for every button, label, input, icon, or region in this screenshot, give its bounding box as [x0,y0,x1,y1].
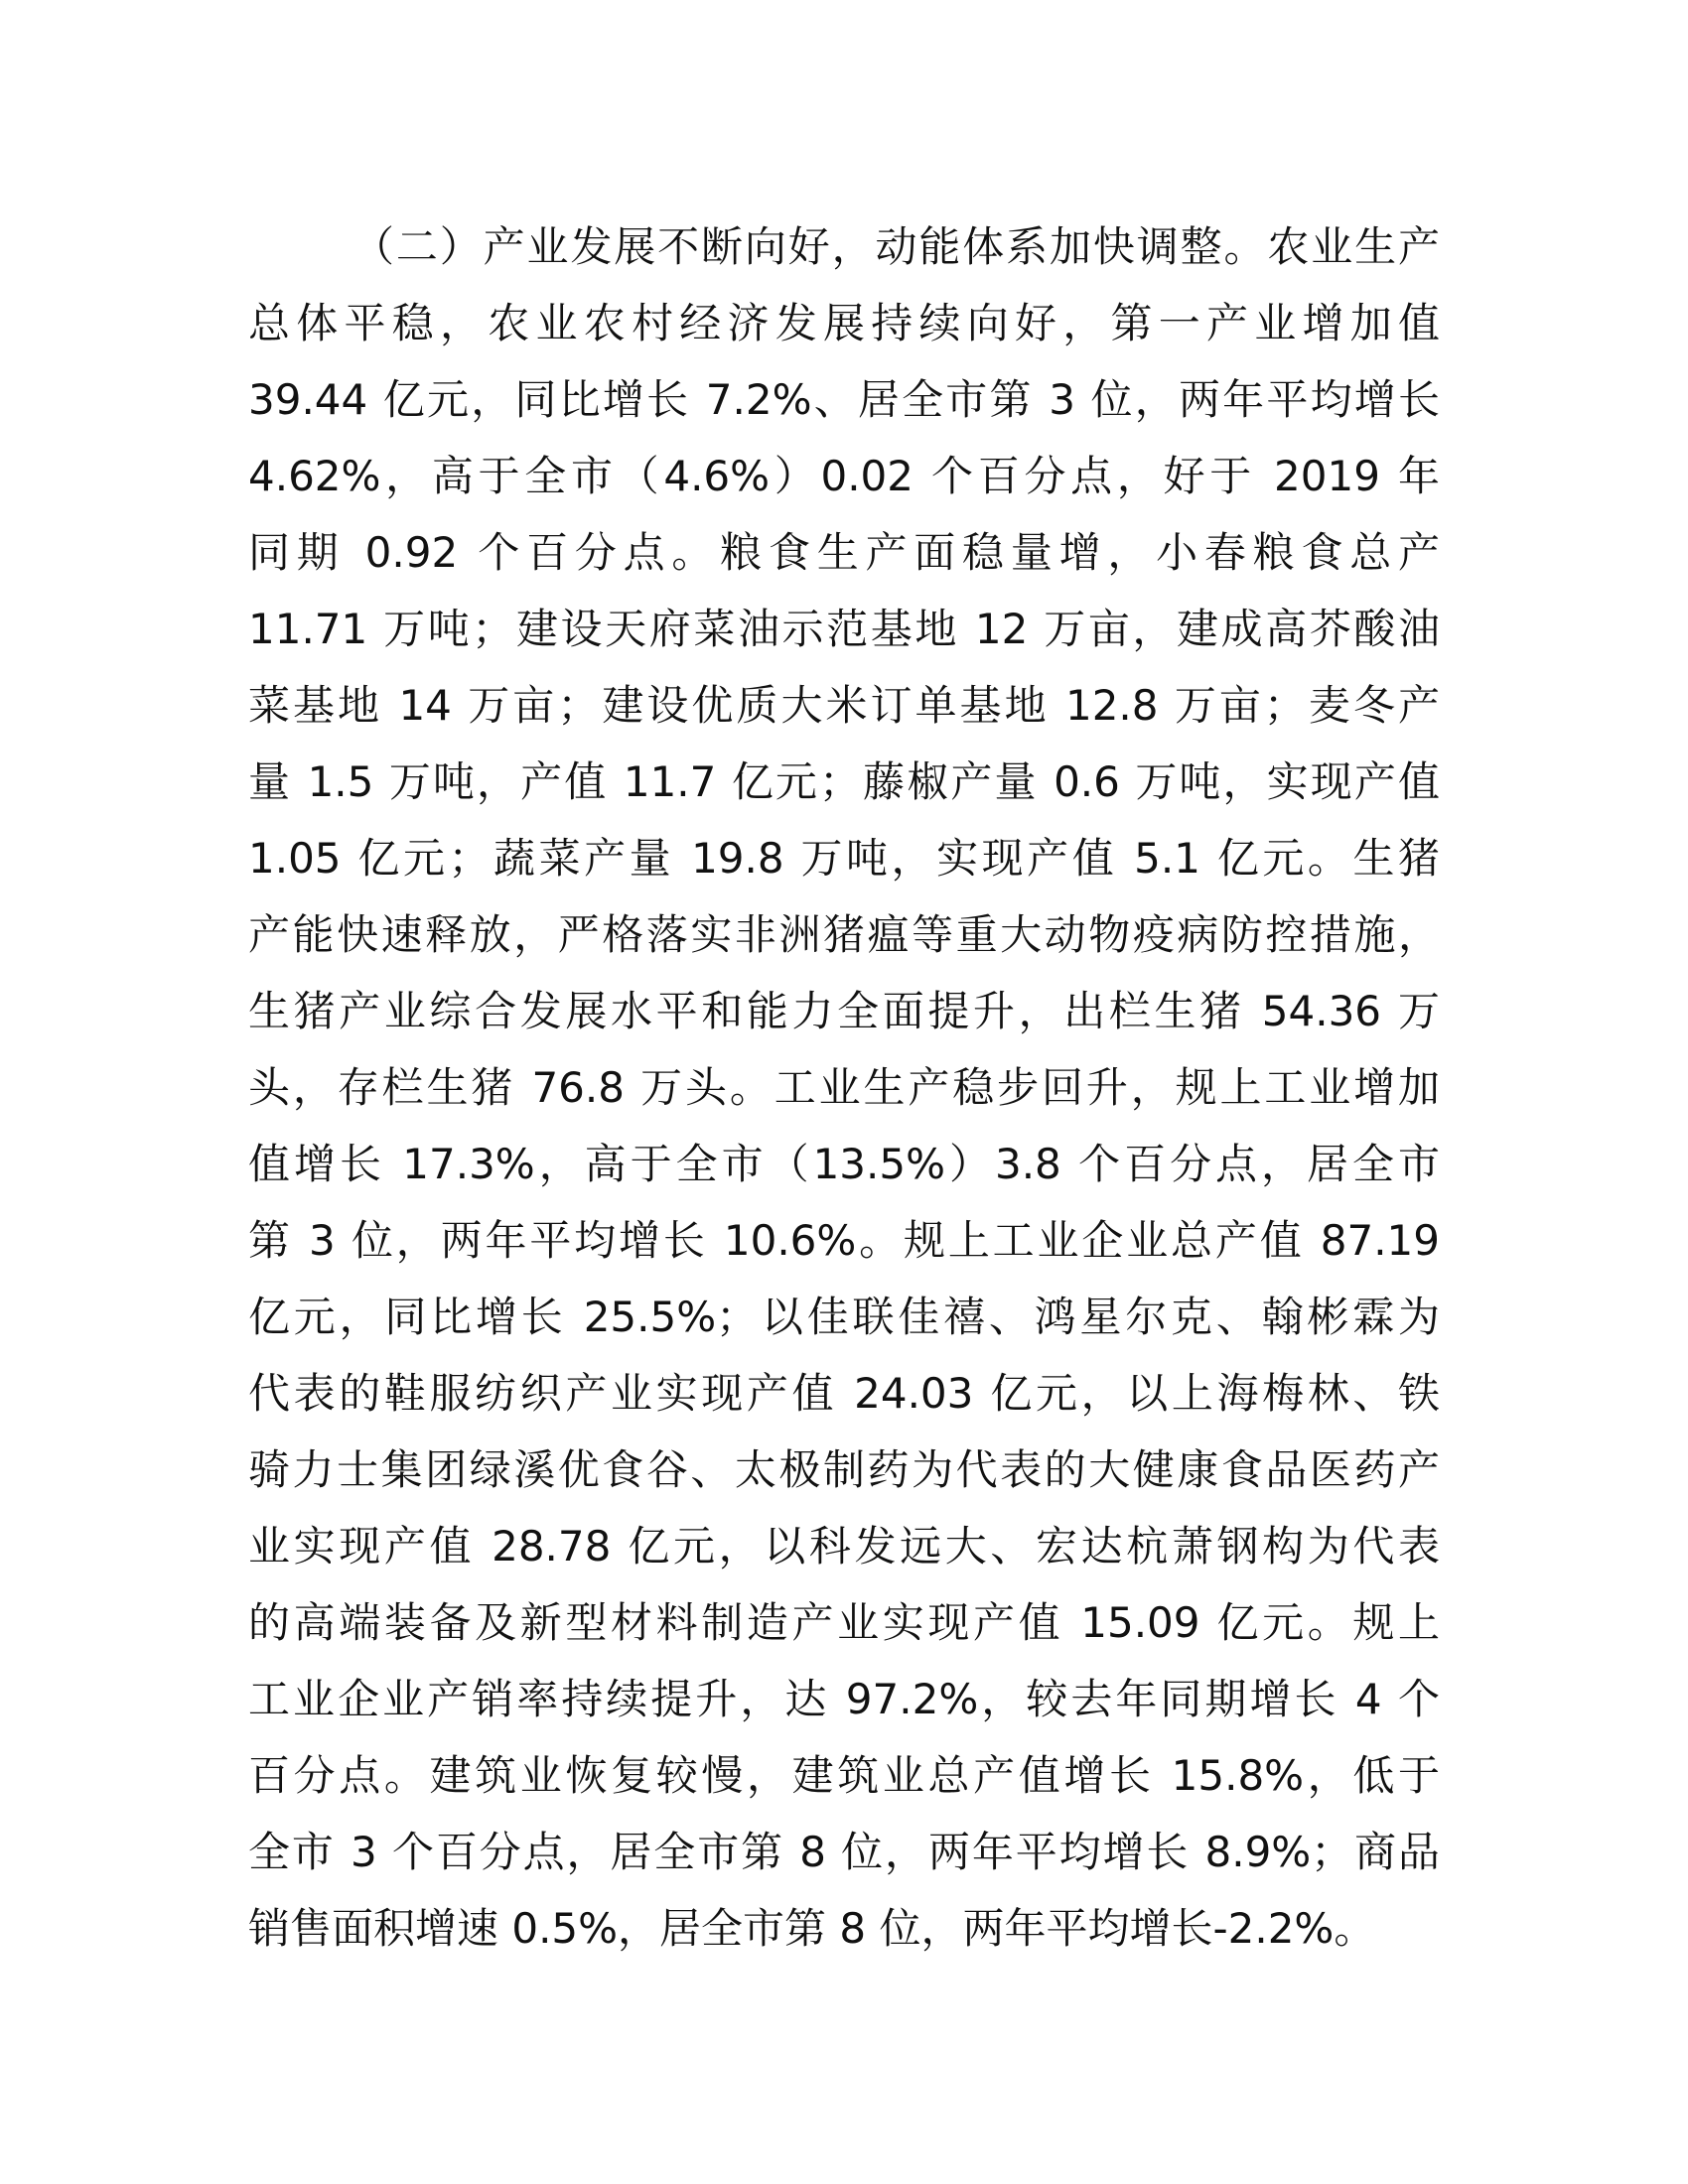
paragraph-line: 量 1.5 万吨，产值 11.7 亿元；藤椒产量 0.6 万吨，实现产值 [248,757,1440,806]
paragraph-line: 产能快速释放，严格落实非洲猪瘟等重大动物疫病防控措施， [248,910,1440,959]
paragraph-line: 销售面积增速 0.5%，居全市第 8 位，两年平均增长-2.2%。 [248,1904,1376,1953]
paragraph-line: 菜基地 14 万亩；建设优质大米订单基地 12.8 万亩；麦冬产 [248,681,1440,730]
paragraph-line: 总体平稳，农业农村经济发展持续向好，第一产业增加值 [248,299,1440,347]
body-paragraph [248,208,1440,1967]
paragraph-line: 同期 0.92 个百分点。粮食生产面稳量增，小春粮食总产 [248,528,1440,577]
paragraph-line: 工业企业产销率持续提升，达 97.2%，较去年同期增长 4 个 [248,1675,1440,1723]
paragraph-line: 代表的鞋服纺织产业实现产值 24.03 亿元，以上海梅林、铁 [248,1369,1440,1418]
paragraph-line: 39.44 亿元，同比增长 7.2%、居全市第 3 位，两年平均增长 [248,375,1440,424]
paragraph-line: 第 3 位，两年平均增长 10.6%。规上工业企业总产值 87.19 [248,1216,1440,1265]
paragraph-line: 11.71 万吨；建设天府菜油示范基地 12 万亩，建成高芥酸油 [248,605,1440,653]
paragraph-line: 全市 3 个百分点，居全市第 8 位，两年平均增长 8.9%；商品 [248,1828,1440,1876]
paragraph-line: 头，存栏生猪 76.8 万头。工业生产稳步回升，规上工业增加 [248,1063,1440,1112]
paragraph-line: 生猪产业综合发展水平和能力全面提升，出栏生猪 54.36 万 [248,987,1440,1035]
paragraph-line: 4.62%，高于全市（4.6%）0.02 个百分点，好于 2019 年 [248,452,1440,500]
paragraph-line: （二）产业发展不断向好，动能体系加快调整。农业生产 [352,222,1440,271]
paragraph-line: 骑力士集团绿溪优食谷、太极制药为代表的大健康食品医药产 [248,1445,1440,1494]
paragraph-line: 1.05 亿元；蔬菜产量 19.8 万吨，实现产值 5.1 亿元。生猪 [248,834,1440,883]
paragraph-line: 亿元，同比增长 25.5%；以佳联佳禧、鸿星尔克、翰彬霖为 [248,1293,1440,1341]
paragraph-line: 百分点。建筑业恢复较慢，建筑业总产值增长 15.8%，低于 [248,1751,1440,1800]
paragraph-line: 的高端装备及新型材料制造产业实现产值 15.09 亿元。规上 [248,1598,1440,1647]
paragraph-line: 业实现产值 28.78 亿元，以科发远大、宏达杭萧钢构为代表 [248,1522,1440,1570]
paragraph-line: 值增长 17.3%，高于全市（13.5%）3.8 个百分点，居全市 [248,1140,1440,1188]
